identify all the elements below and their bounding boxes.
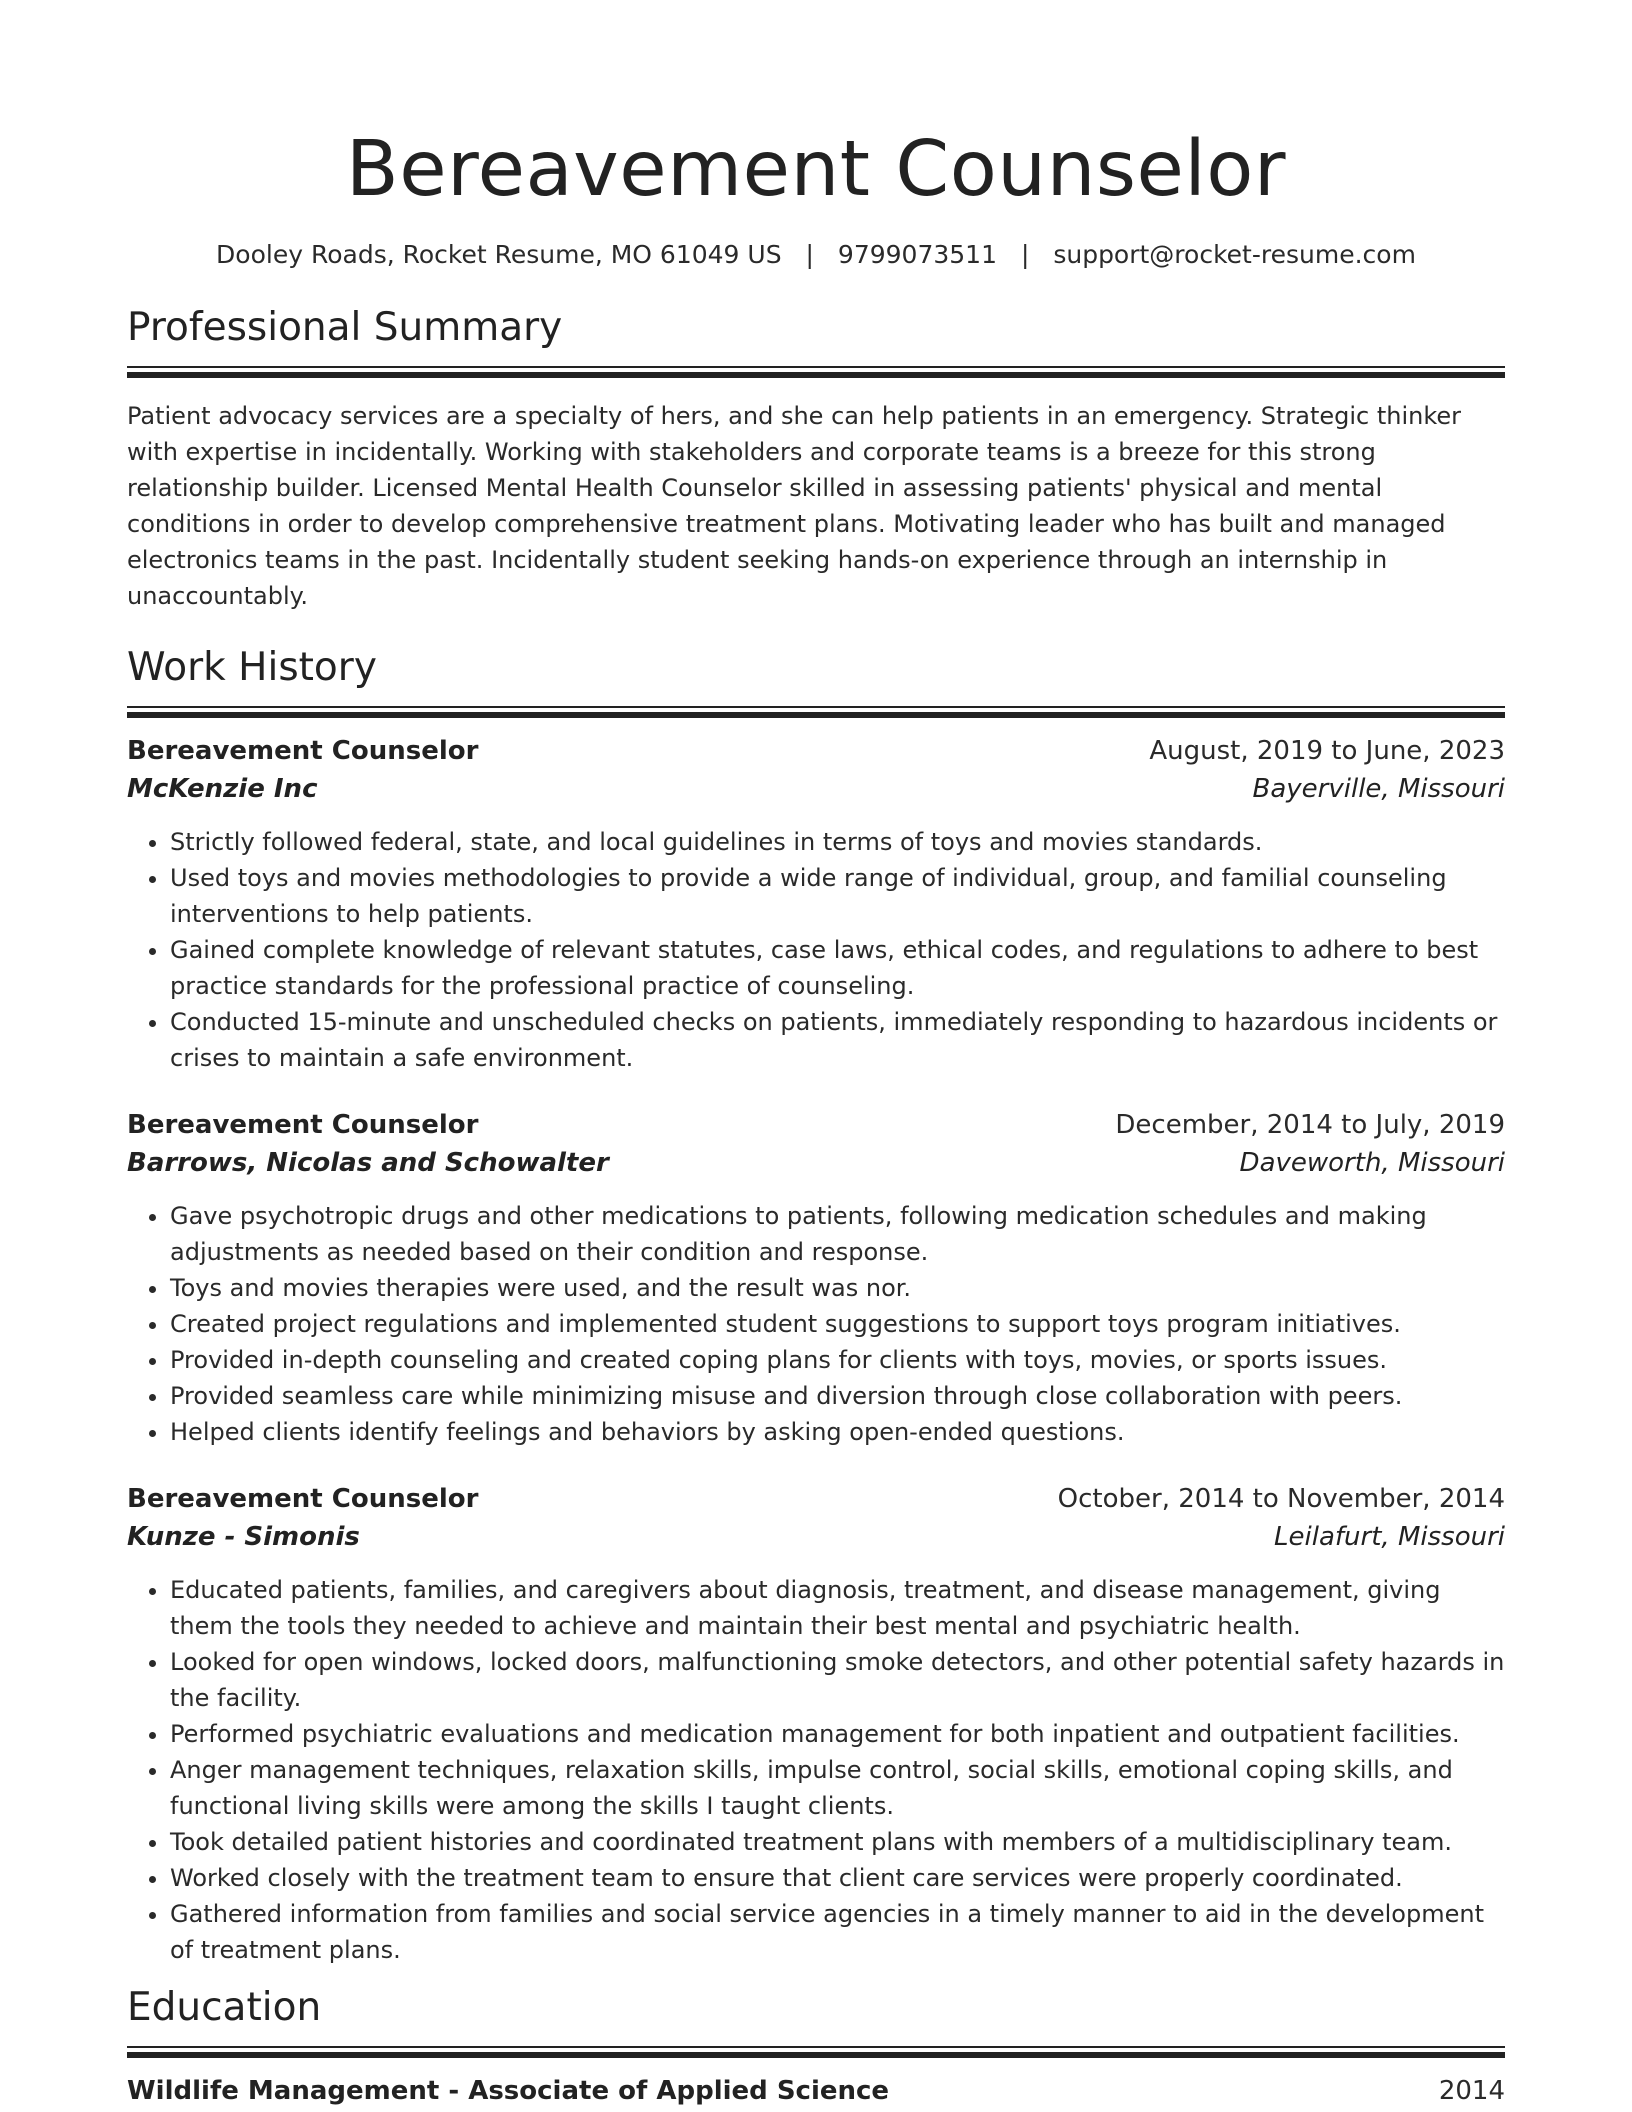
- job-location: Daveworth, Missouri: [1239, 1148, 1505, 1178]
- job-duty: • Conducted 15-minute and unscheduled checks on patients, immediately responding to hazardous incidents or crises to maintain a safe environment.: [170, 1004, 1505, 1076]
- job-header: [127, 1480, 1505, 1518]
- job-duty: • Gave psychotropic drugs and other medications to patients, following medication schedules and making adjustments as needed based on their condition and response.: [170, 1198, 1505, 1270]
- job-duties: [127, 1572, 1505, 1968]
- contact-address: Dooley Roads, Rocket Resume, MO 61049 US: [216, 240, 782, 269]
- job-duty: • Helped clients identify feelings and behaviors by asking open-ended questions.: [170, 1414, 1505, 1450]
- contact-email: support@rocket-resume.com: [1053, 240, 1416, 269]
- job-duty: • Strictly followed federal, state, and local guidelines in terms of toys and movies standards.: [170, 824, 1505, 860]
- contact-phone: 9799073511: [837, 240, 997, 269]
- job-entry: [127, 732, 1505, 1076]
- job-dates: August, 2019 to June, 2023: [1149, 736, 1505, 766]
- job-dates: October, 2014 to November, 2014: [1057, 1484, 1505, 1514]
- section-divider: [127, 366, 1505, 378]
- job-title: Bereavement Counselor: [127, 736, 479, 766]
- job-duty: • Educated patients, families, and caregivers about diagnosis, treatment, and disease management, giving them the tools they needed to achieve and maintain their best mental and psychiatric health.: [170, 1572, 1505, 1644]
- job-duty: • Worked closely with the treatment team to ensure that client care services were properly coordinated.: [170, 1860, 1505, 1896]
- section-heading-education: Education: [127, 1985, 322, 2030]
- job-subheader: [127, 770, 1505, 808]
- section-heading-summary: Professional Summary: [127, 305, 563, 350]
- job-subheader: [127, 1518, 1505, 1556]
- job-duty: • Looked for open windows, locked doors, malfunctioning smoke detectors, and other potential safety hazards in the facility.: [170, 1644, 1505, 1716]
- job-duty: • Gathered information from families and social service agencies in a timely manner to aid in the development of treatment plans.: [170, 1896, 1505, 1968]
- job-dates: December, 2014 to July, 2019: [1115, 1110, 1505, 1140]
- job-company: McKenzie Inc: [127, 774, 318, 804]
- education-entry: [127, 2072, 1505, 2110]
- job-entry: [127, 1106, 1505, 1450]
- professional-summary-section: [127, 302, 1505, 614]
- section-divider: [127, 2046, 1505, 2058]
- job-location: Leilafurt, Missouri: [1274, 1522, 1505, 1552]
- job-company: Barrows, Nicolas and Schowalter: [127, 1148, 609, 1178]
- job-duty: • Provided seamless care while minimizing misuse and diversion through close collaboration with peers.: [170, 1378, 1505, 1414]
- job-location: Bayerville, Missouri: [1252, 774, 1505, 804]
- job-header: [127, 1106, 1505, 1144]
- job-duties: [127, 824, 1505, 1076]
- contact-separator: |: [1020, 240, 1030, 269]
- education-year: 2014: [1438, 2076, 1505, 2106]
- job-duty: • Gained complete knowledge of relevant statutes, case laws, ethical codes, and regulations to adhere to best practice standards for the professional practice of counseling.: [170, 932, 1505, 1004]
- section-divider: [127, 706, 1505, 718]
- job-title: Bereavement Counselor: [127, 1110, 479, 1140]
- education-section: [127, 1982, 1505, 2110]
- job-duties: [127, 1198, 1505, 1450]
- job-duty: • Took detailed patient histories and coordinated treatment plans with members of a multidisciplinary team.: [170, 1824, 1505, 1860]
- job-title: Bereavement Counselor: [127, 1484, 479, 1514]
- job-duty: • Toys and movies therapies were used, and the result was nor.: [170, 1270, 1505, 1306]
- job-header: [127, 732, 1505, 770]
- job-entry: [127, 1480, 1505, 1968]
- job-duty: • Created project regulations and implemented student suggestions to support toys program initiatives.: [170, 1306, 1505, 1342]
- work-history-section: [127, 642, 1505, 1968]
- contact-line: [127, 238, 1505, 272]
- contact-separator: |: [805, 240, 814, 269]
- job-subheader: [127, 1144, 1505, 1182]
- education-degree: Wildlife Management - Associate of Applied Science: [127, 2076, 890, 2106]
- job-company: Kunze - Simonis: [127, 1522, 360, 1552]
- job-duty: • Anger management techniques, relaxation skills, impulse control, social skills, emotional coping skills, and functional living skills were among the skills I taught clients.: [170, 1752, 1505, 1824]
- summary-text: Patient advocacy services are a specialty of hers, and she can help patients in an emergency. Strategic thinker with expertise in incidentally. Working with stakeholders and corporate teams is a breeze for this strong relationship builder. Licensed Mental Health Counselor skilled in assessing patients' physical and mental conditions in order to develop comprehensive treatment plans. Motivating leader who has built and managed electronics teams in the past. Incidentally student seeking hands-on experience through an internship in unaccountably.: [127, 402, 1462, 610]
- job-duty: • Performed psychiatric evaluations and medication management for both inpatient and outpatient facilities.: [170, 1716, 1505, 1752]
- candidate-name: Bereavement Counselor: [345, 125, 1287, 214]
- job-duty: • Used toys and movies methodologies to provide a wide range of individual, group, and familial counseling interventions to help patients.: [170, 860, 1505, 932]
- job-duty: • Provided in-depth counseling and created coping plans for clients with toys, movies, or sports issues.: [170, 1342, 1505, 1378]
- section-heading-work: Work History: [127, 645, 377, 690]
